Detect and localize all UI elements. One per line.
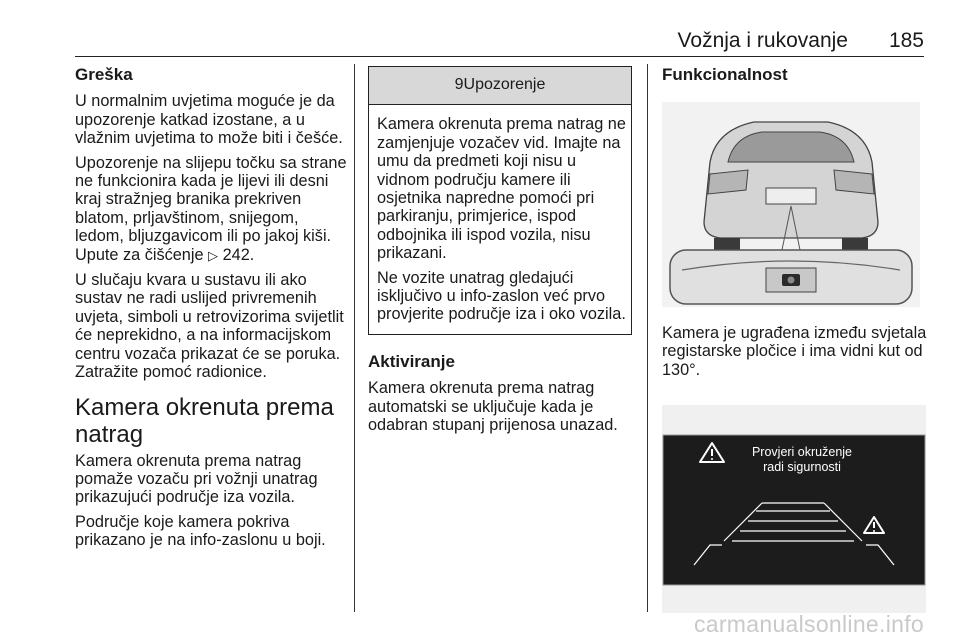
watermark: carmanualsonline.info — [693, 611, 924, 637]
column-1 — [75, 66, 347, 556]
warning-title: Upozorenje — [463, 76, 546, 93]
rear-camera-location-figure — [662, 102, 920, 307]
paragraph: Kamera okrenuta prema natrag pomaže vozaču pri vožnji unatrag prikazujući područje iza vozila. — [75, 451, 318, 507]
column-divider-1 — [354, 64, 355, 612]
paragraph: Kamera okrenuta prema natrag automatski se uključuje kada je odabran stupanj prijenosa unazad. — [368, 379, 618, 435]
column-divider-2 — [647, 64, 648, 612]
page-header-title: Vožnja i rukovanje — [677, 29, 848, 52]
reference-arrow-icon: ▷ — [208, 247, 219, 263]
section-heading-greska: Greška — [75, 65, 133, 84]
header-rule — [75, 56, 924, 57]
camera-display-figure — [662, 405, 926, 613]
warning-symbol-icon: 9 — [454, 76, 464, 93]
paragraph: Područje koje kamera pokriva prikazano je na info-zaslonu u boji. — [75, 512, 326, 550]
warning-paragraph: Kamera okrenuta prema natrag ne zamjenjuje vozačev vid. Imajte na umu da predmeti koji nisu u vidnom području kamere ili osjetnika napredne pomoći pri parkiranju, primjerice, ispod odbojnika ili ispod vozila, nisu prikazani. — [377, 115, 626, 263]
camera-icon — [782, 274, 800, 286]
paragraph: U slučaju kvara u sustavu ili ako sustav ne radi uslijed privremenih uvjeta, simboli u retrovizorima svijetlit će neprekidno, a na informacijskom centru vozača prikazat će se poruka. Zatražite pomoć radionice. — [75, 271, 344, 382]
column-3 — [662, 66, 930, 617]
screen-message-line2: radi sigurnosti — [763, 460, 841, 475]
warning-box — [368, 66, 632, 335]
section-heading-funkcionalnost: Funkcionalnost — [662, 65, 788, 84]
page-reference-link[interactable]: 242 — [222, 245, 250, 264]
column-2 — [368, 66, 636, 441]
screen-message-line1: Provjeri okruženje — [751, 445, 853, 460]
page-number: 185 — [888, 29, 924, 52]
section-heading-aktiviranje: Aktiviranje — [368, 351, 455, 371]
warning-paragraph: Ne vozite unatrag gledajući isključivo u info-zaslon već prvo provjerite područje iza i oko vozila. — [377, 268, 626, 324]
warning-header — [369, 67, 631, 105]
paragraph: Kamera je ugrađena između svjetala registarske pločice i ima vidni kut od 130°. — [662, 323, 927, 379]
paragraph-text: Upozorenje na slijepu točku sa strane ne funkcionira kada je lijevi ili desni kraj stražnjeg branika prekriven blatom, prljavštinom, snijegom, ledom, bljuzgavicom ili po jakoj kiši. Upute za čišćenje — [75, 153, 347, 264]
paragraph-cleaning: Upozorenje na slijepu točku sa strane ne funkcionira kada je lijevi ili desni kraj stražnjeg branika prekriven blatom, prljavštinom, snijegom, ledom, bljuzgavicom ili po jakoj kiši. Upute za čišćenje ▷ 242. — [75, 153, 347, 264]
warning-body — [369, 105, 631, 333]
section-title-camera: Kamera okrenuta prema natrag — [75, 393, 334, 448]
paragraph: U normalnim uvjetima moguće je da upozorenje katkad izostane, a u vlažnim uvjetima to može biti i češće. — [75, 92, 343, 148]
